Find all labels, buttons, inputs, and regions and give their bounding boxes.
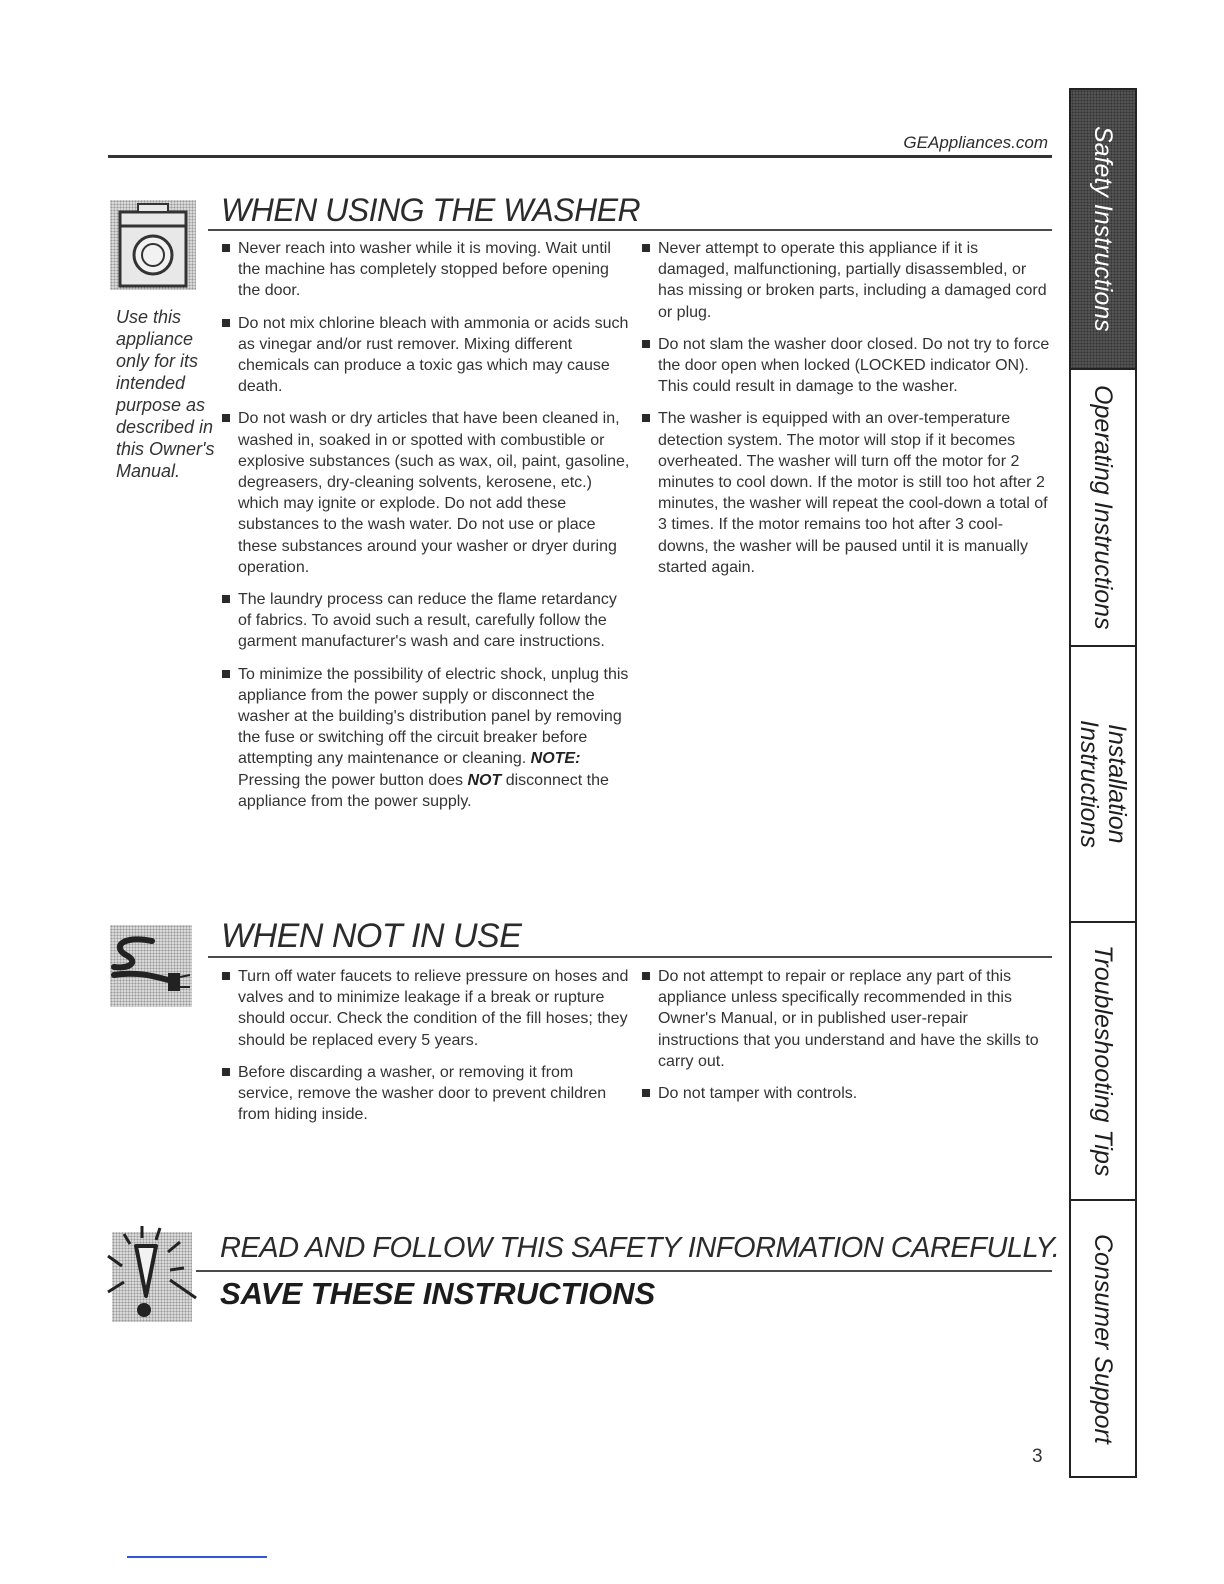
plug-icon bbox=[92, 925, 192, 1007]
list-item: Do not wash or dry articles that have been cleaned in, washed in, soaked in or spotted with combustible or explosive substances (such as wax, oil, paint, gasoline, degreasers, dry-cleaning solvents, kerosene, etc.) which may ignite or explode. Do not add these substances to the wash water. Do not use or place these substances around your washer or dryer during operation. bbox=[222, 408, 632, 578]
washer-icon-box bbox=[110, 200, 196, 290]
washer-left-list bbox=[222, 238, 632, 823]
section-rule-using-washer bbox=[208, 229, 1052, 231]
tab-installation-instructions[interactable]: Installation Instructions bbox=[1071, 647, 1135, 923]
washer-icon bbox=[110, 200, 196, 290]
not-emphasis: NOT bbox=[467, 771, 502, 789]
list-item: Do not mix chlorine bleach with ammonia or acids such as vinegar and/or rust remover. Mixing different chemicals can produce a toxic gas which may cause death. bbox=[222, 313, 632, 398]
list-item: Do not slam the washer door closed. Do not try to force the door open when locked (LOCKED indicator ON). This could result in damage to the washer. bbox=[642, 334, 1052, 398]
section-tabs bbox=[1069, 88, 1137, 1478]
list-item-shock: To minimize the possibility of electric shock, unplug this appliance from the power supply or disconnect the washer at the building's distribution panel by removing the fuse or switching off the circuit breaker before attempting any maintenance or cleaning. NOTE: Pressing the power button does NOT disconnect the appliance from the power supply. bbox=[222, 664, 632, 812]
list-item: Never attempt to operate this appliance if it is damaged, malfunctioning, partially disassembled, or has missing or broken parts, including a damaged cord or plug. bbox=[642, 238, 1052, 323]
note-label: NOTE: bbox=[530, 750, 581, 768]
save-instructions-notice: SAVE THESE INSTRUCTIONS bbox=[220, 1276, 656, 1311]
side-note: Use this appliance only for its intended purpose as described in this Owner's Manual. bbox=[116, 307, 215, 481]
list-item: The laundry process can reduce the flame retardancy of fabrics. To avoid such a result, carefully follow the garment manufacturer's wash and care instructions. bbox=[222, 589, 632, 653]
warning-icon-box bbox=[112, 1232, 192, 1322]
tab-operating-instructions[interactable]: Operating Instructions bbox=[1071, 370, 1135, 647]
plug-icon-box bbox=[110, 925, 192, 1007]
read-instructions-notice: READ AND FOLLOW THIS SAFETY INFORMATION CAREFULLY. bbox=[220, 1232, 1060, 1264]
site-url: GEAppliances.com bbox=[903, 133, 1048, 152]
list-item: The washer is equipped with an over-temperature detection system. The motor will stop if it becomes overheated. The washer will turn off the motor for 2 minutes to cool down. If the motor is still too hot after 2 minutes, the washer will repeat the cool-down a total of 3 times. If the motor remains too hot after 3 cool-downs, the washer will be paused until it is manually started again. bbox=[642, 408, 1052, 578]
footer-link-underline[interactable] bbox=[127, 1556, 267, 1558]
section-title-using-washer: WHEN USING THE WASHER bbox=[221, 192, 641, 228]
tab-troubleshooting-tips[interactable]: Troubleshooting Tips bbox=[1071, 923, 1135, 1201]
list-item: Before discarding a washer, or removing it from service, remove the washer door to prevent children from hiding inside. bbox=[222, 1062, 632, 1126]
not-in-use-right-list bbox=[642, 966, 1052, 1115]
warning-icon bbox=[84, 1212, 204, 1322]
list-item: Turn off water faucets to relieve pressure on hoses and valves and to minimize leakage if a break or rupture should occur. Check the condition of the fill hoses; they should be replaced every 5 years. bbox=[222, 966, 632, 1051]
section-rule-not-in-use bbox=[208, 956, 1052, 958]
section-title-not-in-use: WHEN NOT IN USE bbox=[221, 917, 522, 955]
top-rule bbox=[108, 155, 1052, 158]
washer-right-list bbox=[642, 238, 1052, 589]
notice-rule bbox=[196, 1270, 1052, 1272]
list-item: Do not attempt to repair or replace any part of this appliance unless specifically recommended in this Owner's Manual, or in published user-repair instructions that you understand and have the skills to carry out. bbox=[642, 966, 1052, 1072]
not-in-use-left-list bbox=[222, 966, 632, 1136]
list-item: Do not tamper with controls. bbox=[642, 1083, 1052, 1104]
list-item: Never reach into washer while it is moving. Wait until the machine has completely stopped before opening the door. bbox=[222, 238, 632, 302]
tab-safety-instructions[interactable]: Safety Instructions bbox=[1071, 90, 1135, 370]
tab-consumer-support[interactable]: Consumer Support bbox=[1089, 1233, 1117, 1444]
page-number: 3 bbox=[1032, 1446, 1043, 1467]
